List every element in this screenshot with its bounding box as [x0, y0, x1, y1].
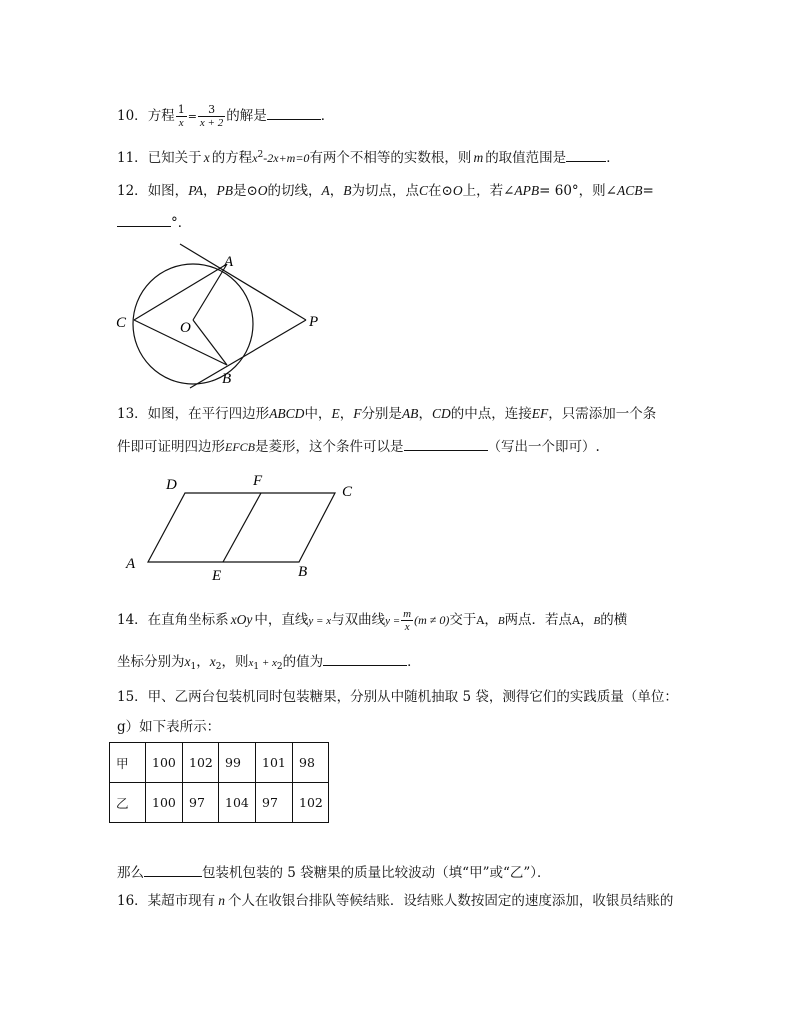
question-15: 15．甲、乙两台包装机同时包装糖果，分别从中随机抽取 5 袋，测得它们的实践质量（单位：	[117, 689, 678, 705]
table-cell: 99	[219, 743, 256, 783]
question-13-cont: 件即可证明四边形EFCB是菱形，这个条件可以是 （写出一个即可）.	[117, 436, 600, 456]
table-cell: 97	[256, 783, 293, 823]
radius-oa	[193, 264, 227, 320]
circle-o	[133, 264, 253, 384]
answer-blank[interactable]	[117, 212, 171, 227]
question-13: 13．如图，在平行四边形ABCD中，E，F分别是AB，CD的中点，连接EF，只需添加一个条	[117, 406, 657, 422]
figure-parallelogram	[120, 468, 370, 588]
question-number: 11．	[117, 150, 148, 166]
question-12: 12．如图，PA，PB是⊙O的切线，A，B为切点，点C在⊙O上，若∠APB= 60°，则∠ACB=	[117, 183, 654, 199]
table-cell: 102	[183, 743, 219, 783]
label-o: O	[180, 320, 191, 336]
question-12-cont: °．	[117, 212, 191, 232]
row-header: 甲	[110, 743, 146, 783]
fraction: $\frac{1}{x}$	[177, 103, 185, 129]
question-11: 11．已知关于 x 的方程$x^2-2x+m=0$有两个不相等的实数根，则 m 的取值范围是 ．	[117, 146, 620, 167]
label-e: E	[212, 568, 222, 584]
fraction: $\frac{3}{x + 2}$	[199, 103, 224, 129]
label-f: F	[253, 473, 263, 489]
question-number: 12．	[117, 183, 148, 199]
segment-ca	[134, 264, 227, 320]
question-10: 10．方程 $\frac{1}{x}$ = $\frac{3}{x + 2}$ 的解是 ．	[117, 103, 335, 129]
label-d: D	[166, 477, 177, 493]
label-a: A	[224, 254, 234, 270]
fraction: $\frac{m}{x}$	[403, 608, 412, 633]
data-table	[109, 742, 329, 823]
label-c: C	[342, 484, 353, 500]
question-14: 14．在直角坐标系 xOy 中，直线y = x与双曲线y = $\frac{m}{x}$ (m ≠ 0)交于A，B两点．若点A，B的横	[117, 608, 628, 633]
label-b: B	[222, 371, 232, 387]
row-header: 乙	[110, 783, 146, 823]
table-cell: 100	[146, 783, 183, 823]
table-cell: 100	[146, 743, 183, 783]
question-16: 16．某超市现有 n 个人在收银台排队等候结账．设结账人数按固定的速度添加，收银员结账的	[117, 893, 674, 909]
table-cell: 104	[219, 783, 256, 823]
label-b: B	[298, 564, 308, 580]
answer-blank[interactable]	[404, 436, 488, 451]
table-row	[110, 743, 329, 783]
segment-ef	[223, 493, 261, 562]
question-15-answer: 那么 包装机包装的 5 袋糖果的质量比较波动（填“甲”或“乙”）．	[117, 862, 551, 882]
figure-circle-tangents	[110, 240, 340, 390]
question-number: 10．	[117, 108, 148, 124]
question-15-cont: g）如下表所示：	[117, 719, 221, 735]
table-cell: 102	[293, 783, 329, 823]
table-row	[110, 783, 329, 823]
radius-ob	[193, 320, 227, 365]
answer-blank[interactable]	[323, 651, 407, 666]
table-cell: 97	[183, 783, 219, 823]
label-c: C	[116, 315, 127, 331]
label-a: A	[126, 556, 136, 572]
answer-blank[interactable]	[566, 147, 606, 162]
tangent-pb	[190, 320, 306, 388]
answer-blank[interactable]	[267, 105, 321, 120]
label-p: P	[309, 314, 319, 330]
tangent-pa	[180, 244, 306, 320]
question-14-cont: 坐标分别为$x_1$，$x_2$，则$x_1 + x_2$的值为 ．	[117, 651, 421, 676]
table-cell: 101	[256, 743, 293, 783]
answer-blank[interactable]	[144, 862, 202, 877]
table-cell: 98	[293, 743, 329, 783]
